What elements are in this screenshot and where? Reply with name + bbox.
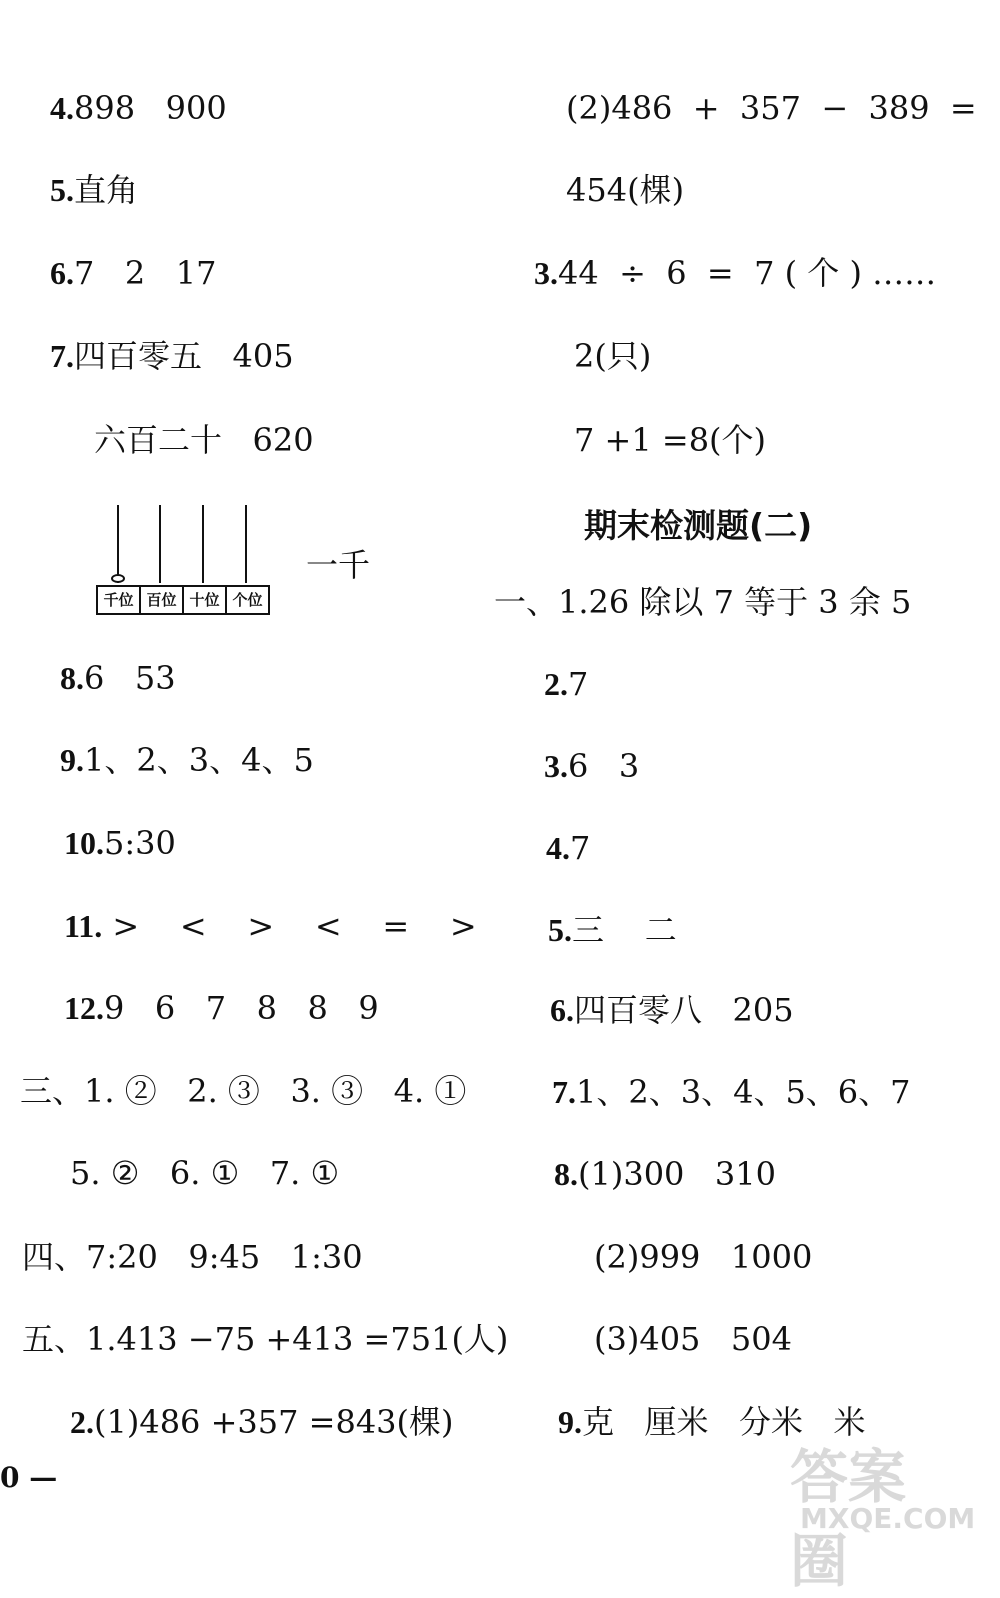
answer-line: 5. ② 6. ① 7. ①	[70, 1154, 340, 1192]
answer-line: 六百二十 620	[94, 421, 314, 459]
watermark-url: MXQE.COM	[800, 1502, 976, 1535]
answer-line: 4.7	[546, 829, 591, 867]
answer-line: 四、7:20 9:45 1:30	[22, 1238, 363, 1276]
answer-line: 7.四百零五 405	[50, 337, 294, 375]
abacus-rod	[159, 505, 161, 583]
answer-line: 三、1. ② 2. ③ 3. ③ 4. ①	[20, 1072, 467, 1110]
answer-line: (3)405 504	[594, 1320, 792, 1358]
answer-line: 五、1.413 −75 +413 =751(人)	[22, 1320, 509, 1358]
answer-line: 7.1、2、3、4、5、6、7	[552, 1073, 911, 1111]
abacus-rod	[117, 505, 119, 583]
answer-line: 8.(1)300 310	[554, 1155, 776, 1193]
answer-line: 一、1.26 除以 7 等于 3 余 5	[494, 583, 912, 621]
answer-line: 9.克 厘米 分米 米	[558, 1403, 866, 1441]
answer-line: 3.6 3	[544, 747, 640, 785]
abacus-column-label: 千位	[98, 587, 141, 613]
answer-line: 454(棵)	[566, 171, 685, 209]
section-title: 期末检测题(二)	[584, 506, 813, 545]
answer-line: 3.44 ÷ 6 = 7 ( 个 ) ……	[534, 254, 937, 292]
answer-line: 7 +1 =8(个)	[574, 421, 767, 459]
answer-line: 12.9 6 7 8 8 9	[64, 989, 379, 1027]
abacus-column-label: 个位	[232, 591, 263, 609]
answer-line: 5.三 二	[548, 911, 677, 949]
watermark-logo	[790, 1430, 976, 1595]
answer-line: 9.1、2、3、4、5	[60, 741, 314, 779]
watermark-text: 答案圈	[790, 1443, 907, 1595]
abacus-base	[96, 585, 270, 615]
abacus-value-label: 一千	[306, 546, 371, 584]
abacus-diagram	[96, 505, 276, 615]
answer-line: 8.6 53	[60, 659, 176, 697]
abacus-column-label: 百位	[141, 587, 184, 613]
answer-line: (2)486 + 357 − 389 =	[566, 89, 977, 127]
answer-line: 2.(1)486 +357 =843(棵)	[70, 1403, 454, 1441]
answer-line: 5.直角	[50, 171, 139, 209]
answer-line: 4.898 900	[50, 89, 227, 127]
answer-line: 6.7 2 17	[50, 254, 217, 292]
abacus-column-label: 十位	[184, 587, 227, 613]
answer-line: 11. > < > < = >	[64, 907, 477, 945]
abacus-bead	[111, 574, 125, 583]
answer-line: 2(只)	[574, 337, 652, 375]
answer-line: 10.5:30	[64, 824, 176, 862]
answer-line: 2.7	[544, 665, 589, 703]
page-number: 0 —	[0, 1461, 58, 1494]
abacus-rod	[245, 505, 247, 583]
abacus-rod	[202, 505, 204, 583]
answer-line: 6.四百零八 205	[550, 991, 794, 1029]
answer-line: (2)999 1000	[594, 1238, 813, 1276]
